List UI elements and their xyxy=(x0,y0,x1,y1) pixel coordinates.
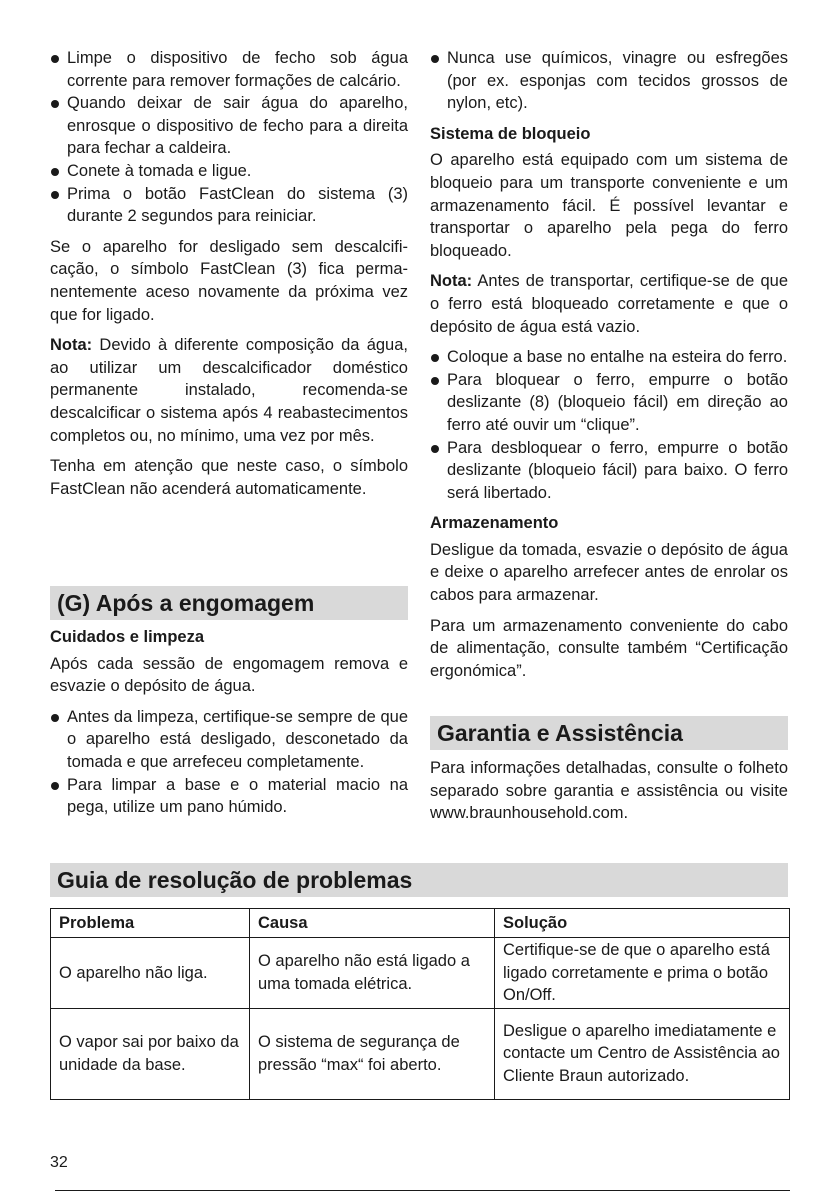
list-item: Nunca use químicos, vinagre ou esfregões (por ex. esponjas com tecidos grossos de nylon, etc). xyxy=(430,47,788,115)
table-cell-cause: O aparelho não está ligado a uma tomada elétrica. xyxy=(250,938,495,1009)
note-label: Nota: xyxy=(50,336,93,355)
list-item: Antes da limpeza, certifique-se sempre de que o aparelho está desligado, desconetado da tomada e que arrefeceu completamente. xyxy=(50,706,408,774)
footer-rule xyxy=(55,1190,790,1191)
descaling-steps-list xyxy=(50,47,408,228)
warranty-paragraph: Para informações detalhadas, consulte o folheto separado sobre garantia e assistência ou visite www.braunhousehold.com. xyxy=(430,759,788,823)
column-header-cause: Causa xyxy=(250,909,495,938)
list-item: Conete à tomada e ligue. xyxy=(50,160,408,183)
lock-system-subtitle: Sistema de bloqueio xyxy=(430,124,591,143)
page-number: 32 xyxy=(50,1154,68,1171)
note-text: Devido à diferente composição da água, ao utilizar um descalcificador doméstico permanente instalado, recomenda-se descalcificar o sistema após 4 reabastecimentos completos ou, no mínimo, uma vez por mês. xyxy=(50,336,408,445)
water-note xyxy=(50,334,408,447)
chemicals-list xyxy=(430,47,788,115)
descaling-paragraph: Se o aparelho for desligado sem descalcificação, o símbolo FastClean (3) fica permanentemente aceso novamente da próxima vez que for ligado. xyxy=(50,237,408,324)
storage-paragraph: Para um armazenamento conveniente do cabo de alimentação, consulte também “Certificação ergonómica”. xyxy=(430,616,788,680)
list-item: Para bloquear o ferro, empurre o botão deslizante (8) (bloqueio fácil) em direção ao ferro até ouvir um “clique”. xyxy=(430,369,788,437)
table-cell-solution: Certifique-se de que o aparelho está ligado corretamente e prima o botão On/Off. xyxy=(495,938,790,1009)
care-paragraph: Após cada sessão de engomagem remova e esvazie o depósito de água. xyxy=(50,654,408,696)
care-list xyxy=(50,706,408,819)
list-item: Prima o botão FastClean do sistema (3) durante 2 segundos para reiniciar. xyxy=(50,183,408,228)
fastclean-paragraph: Tenha em atenção que neste caso, o símbolo FastClean não acenderá automaticamente. xyxy=(50,457,408,498)
storage-paragraph: Desligue da tomada, esvazie o depósito de água e deixe o aparelho arrefecer antes de enrolar os cabos para armazenar. xyxy=(430,540,788,605)
note-text: Antes de transportar, certifique-se de que o ferro está bloqueado corretamente e que o depósito de água está vazio. xyxy=(430,272,788,336)
lock-paragraph: O aparelho está equipado com um sistema de bloqueio para um transporte conveniente e um armazenamento fácil. É possível levantar e transportar o aparelho pela pega do ferro bloqueado. xyxy=(430,151,788,260)
list-item: Para limpar a base e o material macio na pega, utilize um pano húmido. xyxy=(50,774,408,819)
table-cell-solution: Desligue o aparelho imediatamente e contacte um Centro de Assistência ao Cliente Braun autorizado. xyxy=(495,1008,790,1099)
right-column xyxy=(430,47,788,690)
list-item: Limpe o dispositivo de fecho sob água corrente para remover formações de calcário. xyxy=(50,47,408,92)
table-cell-cause: O sistema de segurança de pressão “max“ foi aberto. xyxy=(250,1008,495,1099)
section-heading-warranty: Garantia e Assistência xyxy=(430,716,788,750)
troubleshooting-table xyxy=(50,908,790,1100)
list-item: Para desbloquear o ferro, empurre o botão deslizante (bloqueio fácil) para baixo. O ferro será libertado. xyxy=(430,437,788,505)
table-row xyxy=(51,1008,790,1099)
section-heading-troubleshooting: Guia de resolução de problemas xyxy=(50,863,788,897)
note-label: Nota: xyxy=(430,272,473,291)
storage-subtitle: Armazenamento xyxy=(430,514,559,533)
table-row xyxy=(51,938,790,1009)
column-header-solution: Solução xyxy=(495,909,790,938)
list-item: Quando deixar de sair água do aparelho, enrosque o dispositivo de fecho para a direita para fechar a caldeira. xyxy=(50,92,408,160)
list-item: Coloque a base no entalhe na esteira do ferro. xyxy=(430,346,788,369)
lock-steps-list xyxy=(430,346,788,504)
left-column xyxy=(50,47,408,508)
care-cleaning-subtitle: Cuidados e limpeza xyxy=(50,628,205,646)
table-cell-problem: O vapor sai por baixo da unidade da base. xyxy=(51,1008,250,1099)
table-header-row xyxy=(51,909,790,938)
after-ironing-body xyxy=(50,626,408,827)
table-cell-problem: O aparelho não liga. xyxy=(51,938,250,1009)
section-heading-after-ironing: (G) Após a engomagem xyxy=(50,586,408,620)
warranty-body xyxy=(430,757,788,833)
column-header-problem: Problema xyxy=(51,909,250,938)
transport-note xyxy=(430,270,788,338)
